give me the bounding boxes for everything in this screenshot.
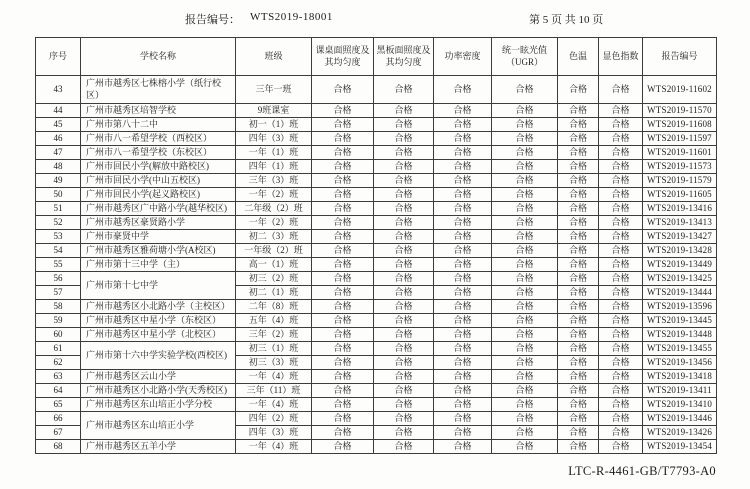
result-cell-2: 合格: [434, 188, 492, 202]
class-cell: 高一（1）班: [236, 258, 312, 272]
result-cell-2: 合格: [434, 384, 492, 398]
table-row: [36, 174, 717, 188]
school-name-cell: 广州市第十六中学实验学校(西校区): [81, 342, 236, 370]
result-cell-3: 合格: [492, 104, 558, 118]
result-cell-5: 合格: [599, 384, 643, 398]
class-cell: 三年（2）班: [236, 328, 312, 342]
serial-number-cell: 65: [36, 398, 81, 412]
result-cell-0: 合格: [312, 258, 374, 272]
class-cell: 初三（1）班: [236, 342, 312, 356]
class-cell: 三年一班: [236, 76, 312, 104]
table-header: [36, 38, 717, 76]
result-cell-1: 合格: [374, 356, 434, 370]
result-cell-2: 合格: [434, 300, 492, 314]
school-name-cell: 广州市八一希望学校（西校区）: [81, 132, 236, 146]
result-cell-4: 合格: [558, 440, 599, 454]
serial-number-cell: 57: [36, 286, 81, 300]
serial-number-cell: 50: [36, 188, 81, 202]
result-cell-1: 合格: [374, 174, 434, 188]
class-cell: 9班课室: [236, 104, 312, 118]
class-cell: 一年（4）班: [236, 370, 312, 384]
result-cell-5: 合格: [599, 160, 643, 174]
result-cell-2: 合格: [434, 272, 492, 286]
result-cell-1: 合格: [374, 202, 434, 216]
result-cell-2: 合格: [434, 132, 492, 146]
result-cell-0: 合格: [312, 244, 374, 258]
result-cell-2: 合格: [434, 412, 492, 426]
table-row: [36, 300, 717, 314]
class-cell: 初一（1）班: [236, 118, 312, 132]
column-header-6: 统一眩光值（UGR）: [492, 38, 558, 76]
result-cell-1: 合格: [374, 342, 434, 356]
result-cell-4: 合格: [558, 342, 599, 356]
result-cell-2: 合格: [434, 342, 492, 356]
column-header-2: 班级: [236, 38, 312, 76]
serial-number-cell: 51: [36, 202, 81, 216]
result-cell-5: 合格: [599, 216, 643, 230]
result-cell-2: 合格: [434, 370, 492, 384]
school-name-cell: 广州市第十三中学（主）: [81, 258, 236, 272]
report-number-cell: WTS2019-11602: [643, 76, 717, 104]
result-cell-4: 合格: [558, 174, 599, 188]
result-cell-1: 合格: [374, 104, 434, 118]
result-cell-1: 合格: [374, 286, 434, 300]
school-name-cell: 广州市越秀区雅荷塘小学(A校区): [81, 244, 236, 258]
serial-number-cell: 54: [36, 244, 81, 258]
result-cell-0: 合格: [312, 132, 374, 146]
table-row: [36, 272, 717, 286]
school-name-cell: 广州市越秀区豪贤路小学: [81, 216, 236, 230]
table-row: [36, 160, 717, 174]
table-row: [36, 146, 717, 160]
result-cell-0: 合格: [312, 440, 374, 454]
serial-number-cell: 60: [36, 328, 81, 342]
result-cell-5: 合格: [599, 412, 643, 426]
result-cell-4: 合格: [558, 202, 599, 216]
result-cell-4: 合格: [558, 244, 599, 258]
result-cell-0: 合格: [312, 370, 374, 384]
result-cell-5: 合格: [599, 356, 643, 370]
result-cell-5: 合格: [599, 76, 643, 104]
result-cell-4: 合格: [558, 76, 599, 104]
class-cell: 四年（2）班: [236, 412, 312, 426]
serial-number-cell: 52: [36, 216, 81, 230]
report-number-cell: WTS2019-13428: [643, 244, 717, 258]
school-name-cell: 广州市越秀区中星小学（北校区）: [81, 328, 236, 342]
report-number-cell: WTS2019-11601: [643, 146, 717, 160]
report-number-cell: WTS2019-13411: [643, 384, 717, 398]
result-cell-1: 合格: [374, 370, 434, 384]
result-cell-3: 合格: [492, 370, 558, 384]
result-cell-2: 合格: [434, 104, 492, 118]
class-cell: 三年（3）班: [236, 174, 312, 188]
result-cell-0: 合格: [312, 342, 374, 356]
result-cell-4: 合格: [558, 286, 599, 300]
table-row: [36, 216, 717, 230]
column-header-8: 显色指数: [599, 38, 643, 76]
result-cell-3: 合格: [492, 398, 558, 412]
result-cell-3: 合格: [492, 286, 558, 300]
class-cell: 一年（4）班: [236, 440, 312, 454]
serial-number-cell: 59: [36, 314, 81, 328]
report-number-cell: WTS2019-13410: [643, 398, 717, 412]
table-row: [36, 230, 717, 244]
table-row: [36, 440, 717, 454]
document-code: LTC-R-4461-GB/T7793-A0: [568, 464, 716, 478]
serial-number-cell: 63: [36, 370, 81, 384]
table-body: [36, 76, 717, 454]
result-cell-4: 合格: [558, 398, 599, 412]
column-header-3: 课桌面照度及其均匀度: [312, 38, 374, 76]
school-name-cell: 广州市越秀区广中路小学(越华校区): [81, 202, 236, 216]
result-cell-1: 合格: [374, 328, 434, 342]
result-cell-0: 合格: [312, 230, 374, 244]
result-cell-5: 合格: [599, 132, 643, 146]
class-cell: 四年（1）班: [236, 160, 312, 174]
result-cell-5: 合格: [599, 300, 643, 314]
result-cell-3: 合格: [492, 230, 558, 244]
result-cell-2: 合格: [434, 216, 492, 230]
table-row: [36, 244, 717, 258]
result-cell-3: 合格: [492, 328, 558, 342]
result-cell-0: 合格: [312, 174, 374, 188]
result-cell-3: 合格: [492, 272, 558, 286]
result-cell-5: 合格: [599, 188, 643, 202]
header-row: [36, 38, 717, 76]
result-cell-2: 合格: [434, 356, 492, 370]
result-cell-2: 合格: [434, 286, 492, 300]
inspection-results-table: [35, 37, 717, 454]
report-number-cell: WTS2019-13418: [643, 370, 717, 384]
serial-number-cell: 44: [36, 104, 81, 118]
report-number-cell: WTS2019-11597: [643, 132, 717, 146]
result-cell-3: 合格: [492, 342, 558, 356]
report-number-cell: WTS2019-13444: [643, 286, 717, 300]
result-cell-5: 合格: [599, 328, 643, 342]
result-cell-3: 合格: [492, 384, 558, 398]
table-row: [36, 384, 717, 398]
serial-number-cell: 49: [36, 174, 81, 188]
result-cell-5: 合格: [599, 426, 643, 440]
report-number-cell: WTS2019-13456: [643, 356, 717, 370]
page-header: [0, 11, 750, 29]
school-name-cell: 广州市越秀区培智学校: [81, 104, 236, 118]
report-number-cell: WTS2019-13425: [643, 272, 717, 286]
class-cell: 三年（11）班: [236, 384, 312, 398]
result-cell-5: 合格: [599, 174, 643, 188]
report-number-cell: WTS2019-13426: [643, 426, 717, 440]
serial-number-cell: 56: [36, 272, 81, 286]
result-cell-2: 合格: [434, 440, 492, 454]
result-cell-3: 合格: [492, 244, 558, 258]
table-row: [36, 342, 717, 356]
table-row: [36, 76, 717, 104]
serial-number-cell: 46: [36, 132, 81, 146]
page-indicator: 第 5 页 共 10 页: [529, 14, 604, 26]
column-header-9: 报告编号: [643, 38, 717, 76]
result-cell-0: 合格: [312, 300, 374, 314]
result-cell-0: 合格: [312, 216, 374, 230]
result-cell-1: 合格: [374, 426, 434, 440]
result-cell-3: 合格: [492, 174, 558, 188]
result-cell-1: 合格: [374, 118, 434, 132]
result-cell-5: 合格: [599, 104, 643, 118]
result-cell-2: 合格: [434, 398, 492, 412]
column-header-7: 色温: [558, 38, 599, 76]
result-cell-0: 合格: [312, 398, 374, 412]
school-name-cell: 广州市越秀区小北路小学(天秀校区): [81, 384, 236, 398]
school-name-cell: 广州市越秀区东山培正小学分校: [81, 398, 236, 412]
result-cell-4: 合格: [558, 132, 599, 146]
result-cell-5: 合格: [599, 342, 643, 356]
school-name-cell: 广州市回民小学(中山五校区): [81, 174, 236, 188]
result-cell-3: 合格: [492, 188, 558, 202]
serial-number-cell: 45: [36, 118, 81, 132]
result-cell-4: 合格: [558, 146, 599, 160]
serial-number-cell: 61: [36, 342, 81, 356]
result-cell-5: 合格: [599, 286, 643, 300]
result-cell-4: 合格: [558, 356, 599, 370]
result-cell-0: 合格: [312, 314, 374, 328]
serial-number-cell: 68: [36, 440, 81, 454]
result-cell-4: 合格: [558, 370, 599, 384]
result-cell-0: 合格: [312, 76, 374, 104]
report-number-cell: WTS2019-11570: [643, 104, 717, 118]
result-cell-2: 合格: [434, 258, 492, 272]
school-name-cell: 广州市八一希望学校（东校区）: [81, 146, 236, 160]
result-cell-3: 合格: [492, 132, 558, 146]
report-number-cell: WTS2019-13427: [643, 230, 717, 244]
result-cell-5: 合格: [599, 118, 643, 132]
school-name-cell: 广州市回民小学(起义路校区): [81, 188, 236, 202]
serial-number-cell: 47: [36, 146, 81, 160]
class-cell: 二年级（2）班: [236, 202, 312, 216]
column-header-4: 黑板面照度及其均匀度: [374, 38, 434, 76]
result-cell-4: 合格: [558, 272, 599, 286]
serial-number-cell: 62: [36, 356, 81, 370]
table-row: [36, 202, 717, 216]
column-header-0: 序号: [36, 38, 81, 76]
result-cell-1: 合格: [374, 160, 434, 174]
class-cell: 初二（3）班: [236, 230, 312, 244]
result-cell-3: 合格: [492, 412, 558, 426]
table-row: [36, 398, 717, 412]
result-cell-3: 合格: [492, 356, 558, 370]
class-cell: 四年（3）班: [236, 426, 312, 440]
result-cell-4: 合格: [558, 426, 599, 440]
result-cell-4: 合格: [558, 314, 599, 328]
report-number-cell: WTS2019-11605: [643, 188, 717, 202]
report-number-cell: WTS2019-11579: [643, 174, 717, 188]
report-number-cell: WTS2019-13454: [643, 440, 717, 454]
result-cell-0: 合格: [312, 286, 374, 300]
column-header-5: 功率密度: [434, 38, 492, 76]
result-cell-3: 合格: [492, 216, 558, 230]
report-number-cell: WTS2019-13416: [643, 202, 717, 216]
result-cell-2: 合格: [434, 76, 492, 104]
school-name-cell: 广州市回民小学(解放中路校区): [81, 160, 236, 174]
result-cell-3: 合格: [492, 146, 558, 160]
result-cell-4: 合格: [558, 300, 599, 314]
result-cell-0: 合格: [312, 384, 374, 398]
school-name-cell: 广州市越秀区中星小学（东校区）: [81, 314, 236, 328]
table-row: [36, 132, 717, 146]
result-cell-1: 合格: [374, 258, 434, 272]
result-cell-0: 合格: [312, 412, 374, 426]
result-cell-4: 合格: [558, 216, 599, 230]
result-cell-4: 合格: [558, 104, 599, 118]
result-cell-4: 合格: [558, 258, 599, 272]
class-cell: 五年（4）班: [236, 314, 312, 328]
class-cell: 初三（2）班: [236, 272, 312, 286]
result-cell-1: 合格: [374, 146, 434, 160]
table-row: [36, 328, 717, 342]
school-name-cell: 广州市第八十二中: [81, 118, 236, 132]
school-name-cell: 广州市越秀区云山小学: [81, 370, 236, 384]
result-cell-3: 合格: [492, 426, 558, 440]
result-cell-3: 合格: [492, 440, 558, 454]
class-cell: 二年（8）班: [236, 300, 312, 314]
serial-number-cell: 53: [36, 230, 81, 244]
result-cell-1: 合格: [374, 216, 434, 230]
result-cell-2: 合格: [434, 244, 492, 258]
table-row: [36, 412, 717, 426]
result-cell-5: 合格: [599, 146, 643, 160]
result-cell-5: 合格: [599, 398, 643, 412]
class-cell: 一年级（2）班: [236, 244, 312, 258]
result-cell-0: 合格: [312, 426, 374, 440]
result-cell-2: 合格: [434, 230, 492, 244]
result-cell-5: 合格: [599, 370, 643, 384]
result-cell-0: 合格: [312, 146, 374, 160]
result-cell-1: 合格: [374, 230, 434, 244]
result-cell-5: 合格: [599, 258, 643, 272]
class-cell: 初二（1）班: [236, 286, 312, 300]
result-cell-3: 合格: [492, 118, 558, 132]
result-cell-3: 合格: [492, 314, 558, 328]
report-number-cell: WTS2019-13446: [643, 412, 717, 426]
result-cell-1: 合格: [374, 244, 434, 258]
result-cell-0: 合格: [312, 272, 374, 286]
result-cell-2: 合格: [434, 426, 492, 440]
report-number-cell: WTS2019-13413: [643, 216, 717, 230]
serial-number-cell: 67: [36, 426, 81, 440]
result-cell-5: 合格: [599, 314, 643, 328]
school-name-cell: 广州市越秀区东山培正小学: [81, 412, 236, 440]
result-cell-0: 合格: [312, 328, 374, 342]
class-cell: 四年（3）班: [236, 132, 312, 146]
result-cell-1: 合格: [374, 384, 434, 398]
result-cell-4: 合格: [558, 384, 599, 398]
result-cell-3: 合格: [492, 160, 558, 174]
class-cell: 一年（4）班: [236, 398, 312, 412]
result-cell-0: 合格: [312, 356, 374, 370]
result-cell-2: 合格: [434, 328, 492, 342]
result-cell-0: 合格: [312, 160, 374, 174]
school-name-cell: 广州市第十七中学: [81, 272, 236, 300]
result-cell-4: 合格: [558, 412, 599, 426]
serial-number-cell: 55: [36, 258, 81, 272]
result-cell-1: 合格: [374, 314, 434, 328]
result-cell-4: 合格: [558, 118, 599, 132]
result-cell-5: 合格: [599, 272, 643, 286]
school-name-cell: 广州市越秀区七株榕小学（纸行校区）: [81, 76, 236, 104]
result-cell-2: 合格: [434, 202, 492, 216]
result-cell-3: 合格: [492, 300, 558, 314]
result-cell-3: 合格: [492, 258, 558, 272]
report-number-cell: WTS2019-13448: [643, 328, 717, 342]
result-cell-2: 合格: [434, 160, 492, 174]
result-cell-2: 合格: [434, 146, 492, 160]
result-cell-4: 合格: [558, 328, 599, 342]
school-name-cell: 广州市越秀区小北路小学（主校区）: [81, 300, 236, 314]
serial-number-cell: 64: [36, 384, 81, 398]
result-cell-4: 合格: [558, 230, 599, 244]
serial-number-cell: 43: [36, 76, 81, 104]
result-cell-5: 合格: [599, 230, 643, 244]
class-cell: 一年（2）班: [236, 216, 312, 230]
school-name-cell: 广州市越秀区五羊小学: [81, 440, 236, 454]
table-row: [36, 314, 717, 328]
result-cell-1: 合格: [374, 300, 434, 314]
report-number-cell: WTS2019-11608: [643, 118, 717, 132]
class-cell: 初三（3）班: [236, 356, 312, 370]
serial-number-cell: 66: [36, 412, 81, 426]
result-cell-1: 合格: [374, 132, 434, 146]
result-cell-5: 合格: [599, 202, 643, 216]
result-cell-1: 合格: [374, 272, 434, 286]
result-cell-2: 合格: [434, 174, 492, 188]
result-cell-4: 合格: [558, 188, 599, 202]
report-number-cell: WTS2019-13596: [643, 300, 717, 314]
result-cell-4: 合格: [558, 160, 599, 174]
result-cell-3: 合格: [492, 202, 558, 216]
result-cell-0: 合格: [312, 104, 374, 118]
report-number-cell: WTS2019-13445: [643, 314, 717, 328]
result-cell-1: 合格: [374, 76, 434, 104]
report-number-label: 报告编号：: [185, 14, 240, 26]
result-cell-1: 合格: [374, 440, 434, 454]
table-row: [36, 104, 717, 118]
result-cell-0: 合格: [312, 202, 374, 216]
report-number-value: WTS2019-18001: [250, 11, 333, 23]
result-cell-0: 合格: [312, 188, 374, 202]
table-row: [36, 370, 717, 384]
result-cell-5: 合格: [599, 440, 643, 454]
result-cell-1: 合格: [374, 188, 434, 202]
school-name-cell: 广州市豪贤中学: [81, 230, 236, 244]
table-row: [36, 258, 717, 272]
result-cell-5: 合格: [599, 244, 643, 258]
column-header-1: 学校名称: [81, 38, 236, 76]
class-cell: 一年（2）班: [236, 188, 312, 202]
table-row: [36, 118, 717, 132]
result-cell-3: 合格: [492, 76, 558, 104]
result-cell-0: 合格: [312, 118, 374, 132]
report-number-cell: WTS2019-13449: [643, 258, 717, 272]
result-cell-1: 合格: [374, 412, 434, 426]
result-cell-2: 合格: [434, 314, 492, 328]
result-cell-1: 合格: [374, 398, 434, 412]
result-cell-2: 合格: [434, 118, 492, 132]
serial-number-cell: 58: [36, 300, 81, 314]
report-number-cell: WTS2019-13455: [643, 342, 717, 356]
table-row: [36, 188, 717, 202]
class-cell: 一年（1）班: [236, 146, 312, 160]
report-number-cell: WTS2019-11573: [643, 160, 717, 174]
serial-number-cell: 48: [36, 160, 81, 174]
